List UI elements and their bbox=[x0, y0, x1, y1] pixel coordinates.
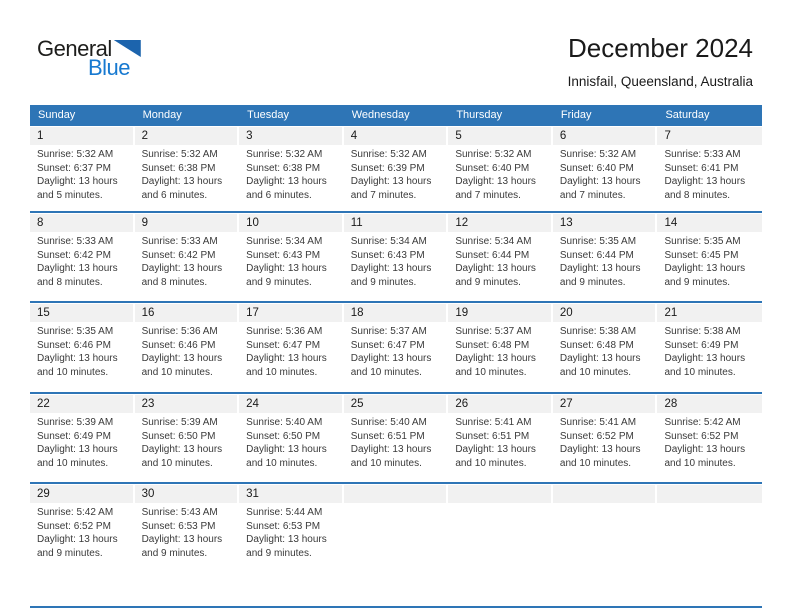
sunrise-text: Sunrise: 5:44 AM bbox=[246, 507, 323, 518]
sunrise-text: Sunrise: 5:34 AM bbox=[246, 236, 323, 247]
sunrise-text: Sunrise: 5:35 AM bbox=[664, 236, 741, 247]
sunset-text: Sunset: 6:49 PM bbox=[37, 430, 111, 442]
week-row-3 bbox=[30, 301, 762, 392]
weekday-header-saturday: Saturday bbox=[665, 109, 710, 121]
day-details bbox=[135, 233, 240, 289]
sunrise-text: Sunrise: 5:43 AM bbox=[141, 507, 218, 518]
day-number: 13 bbox=[553, 214, 656, 232]
day-number: 2 bbox=[135, 127, 238, 145]
day-number: 15 bbox=[30, 304, 133, 322]
sunrise-text: Sunrise: 5:38 AM bbox=[664, 326, 741, 337]
daylight-text: Daylight: 13 hours and 10 minutes. bbox=[559, 353, 641, 378]
weekday-header-friday: Friday bbox=[560, 109, 592, 121]
sunrise-text: Sunrise: 5:39 AM bbox=[37, 417, 114, 428]
day-cell-1 bbox=[30, 126, 135, 211]
day-details bbox=[135, 504, 240, 560]
daylight-text: Daylight: 13 hours and 6 minutes. bbox=[141, 176, 223, 201]
sunset-text: Sunset: 6:52 PM bbox=[664, 430, 739, 442]
sunrise-text: Sunrise: 5:42 AM bbox=[37, 507, 114, 518]
daylight-text: Daylight: 13 hours and 10 minutes. bbox=[350, 444, 432, 469]
day-number: 23 bbox=[135, 395, 238, 413]
day-details bbox=[30, 146, 135, 202]
sunrise-text: Sunrise: 5:37 AM bbox=[350, 326, 427, 337]
day-number: 14 bbox=[657, 214, 762, 232]
day-number: 9 bbox=[135, 214, 238, 232]
day-details bbox=[30, 323, 135, 379]
sunrise-text: Sunrise: 5:33 AM bbox=[141, 236, 218, 247]
day-number: 26 bbox=[448, 395, 551, 413]
day-cell-17 bbox=[239, 303, 344, 392]
daylight-text: Daylight: 13 hours and 7 minutes. bbox=[350, 176, 432, 201]
day-cell-13 bbox=[553, 213, 658, 301]
day-cell-25 bbox=[344, 394, 449, 482]
day-number: 27 bbox=[553, 395, 656, 413]
day-details bbox=[657, 323, 762, 379]
sunrise-text: Sunrise: 5:35 AM bbox=[559, 236, 637, 247]
sunrise-text: Sunrise: 5:36 AM bbox=[141, 326, 218, 337]
day-cell-7 bbox=[657, 126, 762, 211]
daylight-text: Daylight: 13 hours and 10 minutes. bbox=[37, 444, 118, 469]
day-cell-23 bbox=[135, 394, 240, 482]
sunset-text: Sunset: 6:42 PM bbox=[141, 249, 216, 261]
logo-text-blue: Blue bbox=[88, 55, 131, 80]
daylight-text: Daylight: 13 hours and 10 minutes. bbox=[455, 444, 536, 469]
daylight-text: Daylight: 13 hours and 10 minutes. bbox=[37, 353, 118, 378]
sunset-text: Sunset: 6:40 PM bbox=[455, 162, 530, 174]
day-details bbox=[30, 233, 135, 289]
day-number: 10 bbox=[239, 214, 342, 232]
day-cell-24 bbox=[239, 394, 344, 482]
day-number: 28 bbox=[657, 395, 762, 413]
calendar-table bbox=[30, 105, 762, 575]
daylight-text: Daylight: 13 hours and 10 minutes. bbox=[246, 444, 327, 469]
day-cell-4 bbox=[344, 126, 449, 211]
sunrise-text: Sunrise: 5:32 AM bbox=[246, 149, 323, 160]
daylight-text: Daylight: 13 hours and 10 minutes. bbox=[141, 353, 223, 378]
day-cell-3 bbox=[239, 126, 344, 211]
sunset-text: Sunset: 6:50 PM bbox=[141, 430, 216, 442]
day-number: 20 bbox=[553, 304, 656, 322]
daylight-text: Daylight: 13 hours and 5 minutes. bbox=[37, 176, 118, 201]
day-cell-empty bbox=[344, 484, 449, 575]
general-blue-logo bbox=[37, 38, 177, 88]
sunrise-text: Sunrise: 5:40 AM bbox=[246, 417, 323, 428]
sunset-text: Sunset: 6:47 PM bbox=[350, 339, 425, 351]
day-details bbox=[657, 233, 762, 289]
day-details bbox=[239, 414, 344, 470]
sunrise-text: Sunrise: 5:39 AM bbox=[141, 417, 218, 428]
day-cell-20 bbox=[553, 303, 658, 392]
sunset-text: Sunset: 6:43 PM bbox=[350, 249, 425, 261]
daylight-text: Daylight: 13 hours and 9 minutes. bbox=[664, 263, 746, 288]
bottom-divider bbox=[30, 606, 762, 608]
day-cell-31 bbox=[239, 484, 344, 575]
day-number: 3 bbox=[239, 127, 342, 145]
day-number-empty bbox=[553, 485, 656, 503]
day-number: 5 bbox=[448, 127, 551, 145]
sunset-text: Sunset: 6:47 PM bbox=[246, 339, 321, 351]
day-cell-5 bbox=[448, 126, 553, 211]
day-cell-18 bbox=[344, 303, 449, 392]
day-number: 4 bbox=[344, 127, 447, 145]
location-subtitle: Innisfail, Queensland, Australia bbox=[567, 74, 753, 89]
sunrise-text: Sunrise: 5:32 AM bbox=[37, 149, 114, 160]
day-cell-28 bbox=[657, 394, 762, 482]
sunset-text: Sunset: 6:51 PM bbox=[350, 430, 425, 442]
day-details bbox=[239, 504, 344, 560]
sunrise-text: Sunrise: 5:32 AM bbox=[141, 149, 218, 160]
sunset-text: Sunset: 6:42 PM bbox=[37, 249, 111, 261]
weekday-header-monday: Monday bbox=[142, 109, 182, 121]
daylight-text: Daylight: 13 hours and 9 minutes. bbox=[141, 534, 223, 559]
daylight-text: Daylight: 13 hours and 10 minutes. bbox=[664, 353, 746, 378]
day-cell-empty bbox=[657, 484, 762, 575]
sunset-text: Sunset: 6:37 PM bbox=[37, 162, 111, 174]
day-cell-11 bbox=[344, 213, 449, 301]
sunrise-text: Sunrise: 5:37 AM bbox=[455, 326, 532, 337]
sunrise-text: Sunrise: 5:41 AM bbox=[559, 417, 637, 428]
day-details bbox=[135, 323, 240, 379]
logo-text-general: General bbox=[37, 36, 112, 61]
day-cell-22 bbox=[30, 394, 135, 482]
week-row-4 bbox=[30, 392, 762, 482]
day-cell-empty bbox=[553, 484, 658, 575]
day-details bbox=[553, 504, 658, 506]
calendar-grid bbox=[30, 126, 762, 575]
day-number-empty bbox=[448, 485, 551, 503]
daylight-text: Daylight: 13 hours and 10 minutes. bbox=[559, 444, 641, 469]
week-row-2 bbox=[30, 211, 762, 301]
sunrise-text: Sunrise: 5:40 AM bbox=[350, 417, 427, 428]
daylight-text: Daylight: 13 hours and 10 minutes. bbox=[350, 353, 432, 378]
sunset-text: Sunset: 6:39 PM bbox=[350, 162, 425, 174]
sunrise-text: Sunrise: 5:33 AM bbox=[664, 149, 741, 160]
day-number: 7 bbox=[657, 127, 762, 145]
sunset-text: Sunset: 6:50 PM bbox=[246, 430, 321, 442]
sunrise-text: Sunrise: 5:42 AM bbox=[664, 417, 741, 428]
sunrise-text: Sunrise: 5:36 AM bbox=[246, 326, 323, 337]
day-cell-8 bbox=[30, 213, 135, 301]
day-number: 22 bbox=[30, 395, 133, 413]
day-cell-6 bbox=[553, 126, 658, 211]
sunrise-text: Sunrise: 5:34 AM bbox=[455, 236, 532, 247]
day-number: 11 bbox=[344, 214, 447, 232]
daylight-text: Daylight: 13 hours and 9 minutes. bbox=[559, 263, 641, 288]
day-details bbox=[135, 414, 240, 470]
week-row-1 bbox=[30, 126, 762, 211]
daylight-text: Daylight: 13 hours and 9 minutes. bbox=[246, 263, 327, 288]
day-number-empty bbox=[657, 485, 762, 503]
day-details bbox=[657, 414, 762, 470]
day-number: 25 bbox=[344, 395, 447, 413]
daylight-text: Daylight: 13 hours and 8 minutes. bbox=[664, 176, 746, 201]
day-number: 30 bbox=[135, 485, 238, 503]
sunrise-text: Sunrise: 5:35 AM bbox=[37, 326, 114, 337]
day-details bbox=[448, 414, 553, 470]
day-cell-16 bbox=[135, 303, 240, 392]
week-row-5 bbox=[30, 482, 762, 575]
day-number: 1 bbox=[30, 127, 133, 145]
daylight-text: Daylight: 13 hours and 10 minutes. bbox=[664, 444, 746, 469]
day-number: 18 bbox=[344, 304, 447, 322]
day-number: 8 bbox=[30, 214, 133, 232]
sunset-text: Sunset: 6:53 PM bbox=[246, 520, 321, 532]
day-details bbox=[553, 233, 658, 289]
weekday-header-row bbox=[30, 105, 762, 126]
day-details bbox=[239, 233, 344, 289]
day-cell-27 bbox=[553, 394, 658, 482]
day-cell-empty bbox=[448, 484, 553, 575]
day-number: 29 bbox=[30, 485, 133, 503]
sunset-text: Sunset: 6:51 PM bbox=[455, 430, 530, 442]
day-number: 24 bbox=[239, 395, 342, 413]
sunset-text: Sunset: 6:48 PM bbox=[455, 339, 530, 351]
sunset-text: Sunset: 6:38 PM bbox=[141, 162, 216, 174]
sunrise-text: Sunrise: 5:34 AM bbox=[350, 236, 427, 247]
day-cell-21 bbox=[657, 303, 762, 392]
day-details bbox=[135, 146, 240, 202]
daylight-text: Daylight: 13 hours and 10 minutes. bbox=[141, 444, 223, 469]
weekday-header-sunday: Sunday bbox=[38, 109, 76, 121]
sunset-text: Sunset: 6:52 PM bbox=[37, 520, 111, 532]
day-cell-14 bbox=[657, 213, 762, 301]
day-details bbox=[448, 323, 553, 379]
day-details bbox=[657, 146, 762, 202]
day-cell-19 bbox=[448, 303, 553, 392]
day-number-empty bbox=[344, 485, 447, 503]
day-number: 16 bbox=[135, 304, 238, 322]
daylight-text: Daylight: 13 hours and 10 minutes. bbox=[246, 353, 327, 378]
daylight-text: Daylight: 13 hours and 7 minutes. bbox=[559, 176, 641, 201]
day-number: 31 bbox=[239, 485, 342, 503]
daylight-text: Daylight: 13 hours and 9 minutes. bbox=[350, 263, 432, 288]
day-details bbox=[344, 504, 449, 506]
day-details bbox=[239, 146, 344, 202]
day-number: 17 bbox=[239, 304, 342, 322]
sunrise-text: Sunrise: 5:41 AM bbox=[455, 417, 532, 428]
sunset-text: Sunset: 6:41 PM bbox=[664, 162, 739, 174]
sunset-text: Sunset: 6:48 PM bbox=[559, 339, 634, 351]
day-details bbox=[553, 323, 658, 379]
day-details bbox=[344, 414, 449, 470]
daylight-text: Daylight: 13 hours and 10 minutes. bbox=[455, 353, 536, 378]
sunset-text: Sunset: 6:38 PM bbox=[246, 162, 321, 174]
sunrise-text: Sunrise: 5:32 AM bbox=[350, 149, 427, 160]
day-cell-9 bbox=[135, 213, 240, 301]
sunrise-text: Sunrise: 5:32 AM bbox=[455, 149, 532, 160]
day-details bbox=[344, 146, 449, 202]
daylight-text: Daylight: 13 hours and 7 minutes. bbox=[455, 176, 536, 201]
sunset-text: Sunset: 6:45 PM bbox=[664, 249, 739, 261]
daylight-text: Daylight: 13 hours and 8 minutes. bbox=[141, 263, 223, 288]
day-details bbox=[448, 233, 553, 289]
daylight-text: Daylight: 13 hours and 9 minutes. bbox=[246, 534, 327, 559]
sunrise-text: Sunrise: 5:33 AM bbox=[37, 236, 114, 247]
day-details bbox=[448, 504, 553, 506]
daylight-text: Daylight: 13 hours and 9 minutes. bbox=[455, 263, 536, 288]
day-details bbox=[553, 146, 658, 202]
sunset-text: Sunset: 6:53 PM bbox=[141, 520, 216, 532]
page-title: December 2024 bbox=[568, 33, 753, 63]
day-details bbox=[30, 504, 135, 560]
sunset-text: Sunset: 6:43 PM bbox=[246, 249, 321, 261]
sunset-text: Sunset: 6:44 PM bbox=[455, 249, 530, 261]
day-cell-10 bbox=[239, 213, 344, 301]
day-details bbox=[553, 414, 658, 470]
day-cell-29 bbox=[30, 484, 135, 575]
day-cell-26 bbox=[448, 394, 553, 482]
day-details bbox=[344, 233, 449, 289]
sunset-text: Sunset: 6:49 PM bbox=[664, 339, 739, 351]
day-cell-12 bbox=[448, 213, 553, 301]
weekday-header-tuesday: Tuesday bbox=[247, 109, 289, 121]
day-cell-2 bbox=[135, 126, 240, 211]
sunset-text: Sunset: 6:46 PM bbox=[141, 339, 216, 351]
sunset-text: Sunset: 6:52 PM bbox=[559, 430, 634, 442]
daylight-text: Daylight: 13 hours and 8 minutes. bbox=[37, 263, 118, 288]
daylight-text: Daylight: 13 hours and 6 minutes. bbox=[246, 176, 327, 201]
day-number: 12 bbox=[448, 214, 551, 232]
day-cell-15 bbox=[30, 303, 135, 392]
sunrise-text: Sunrise: 5:38 AM bbox=[559, 326, 637, 337]
sunrise-text: Sunrise: 5:32 AM bbox=[559, 149, 637, 160]
day-number: 6 bbox=[553, 127, 656, 145]
sunset-text: Sunset: 6:46 PM bbox=[37, 339, 111, 351]
title-block bbox=[568, 33, 753, 89]
day-number: 21 bbox=[657, 304, 762, 322]
weekday-header-thursday: Thursday bbox=[456, 109, 503, 121]
sunset-text: Sunset: 6:44 PM bbox=[559, 249, 634, 261]
daylight-text: Daylight: 13 hours and 9 minutes. bbox=[37, 534, 118, 559]
day-details bbox=[344, 323, 449, 379]
day-cell-30 bbox=[135, 484, 240, 575]
day-details bbox=[30, 414, 135, 470]
day-details bbox=[239, 323, 344, 379]
day-number: 19 bbox=[448, 304, 551, 322]
day-details bbox=[448, 146, 553, 202]
weekday-header-wednesday: Wednesday bbox=[351, 109, 410, 121]
sunset-text: Sunset: 6:40 PM bbox=[559, 162, 634, 174]
day-details bbox=[657, 504, 762, 506]
